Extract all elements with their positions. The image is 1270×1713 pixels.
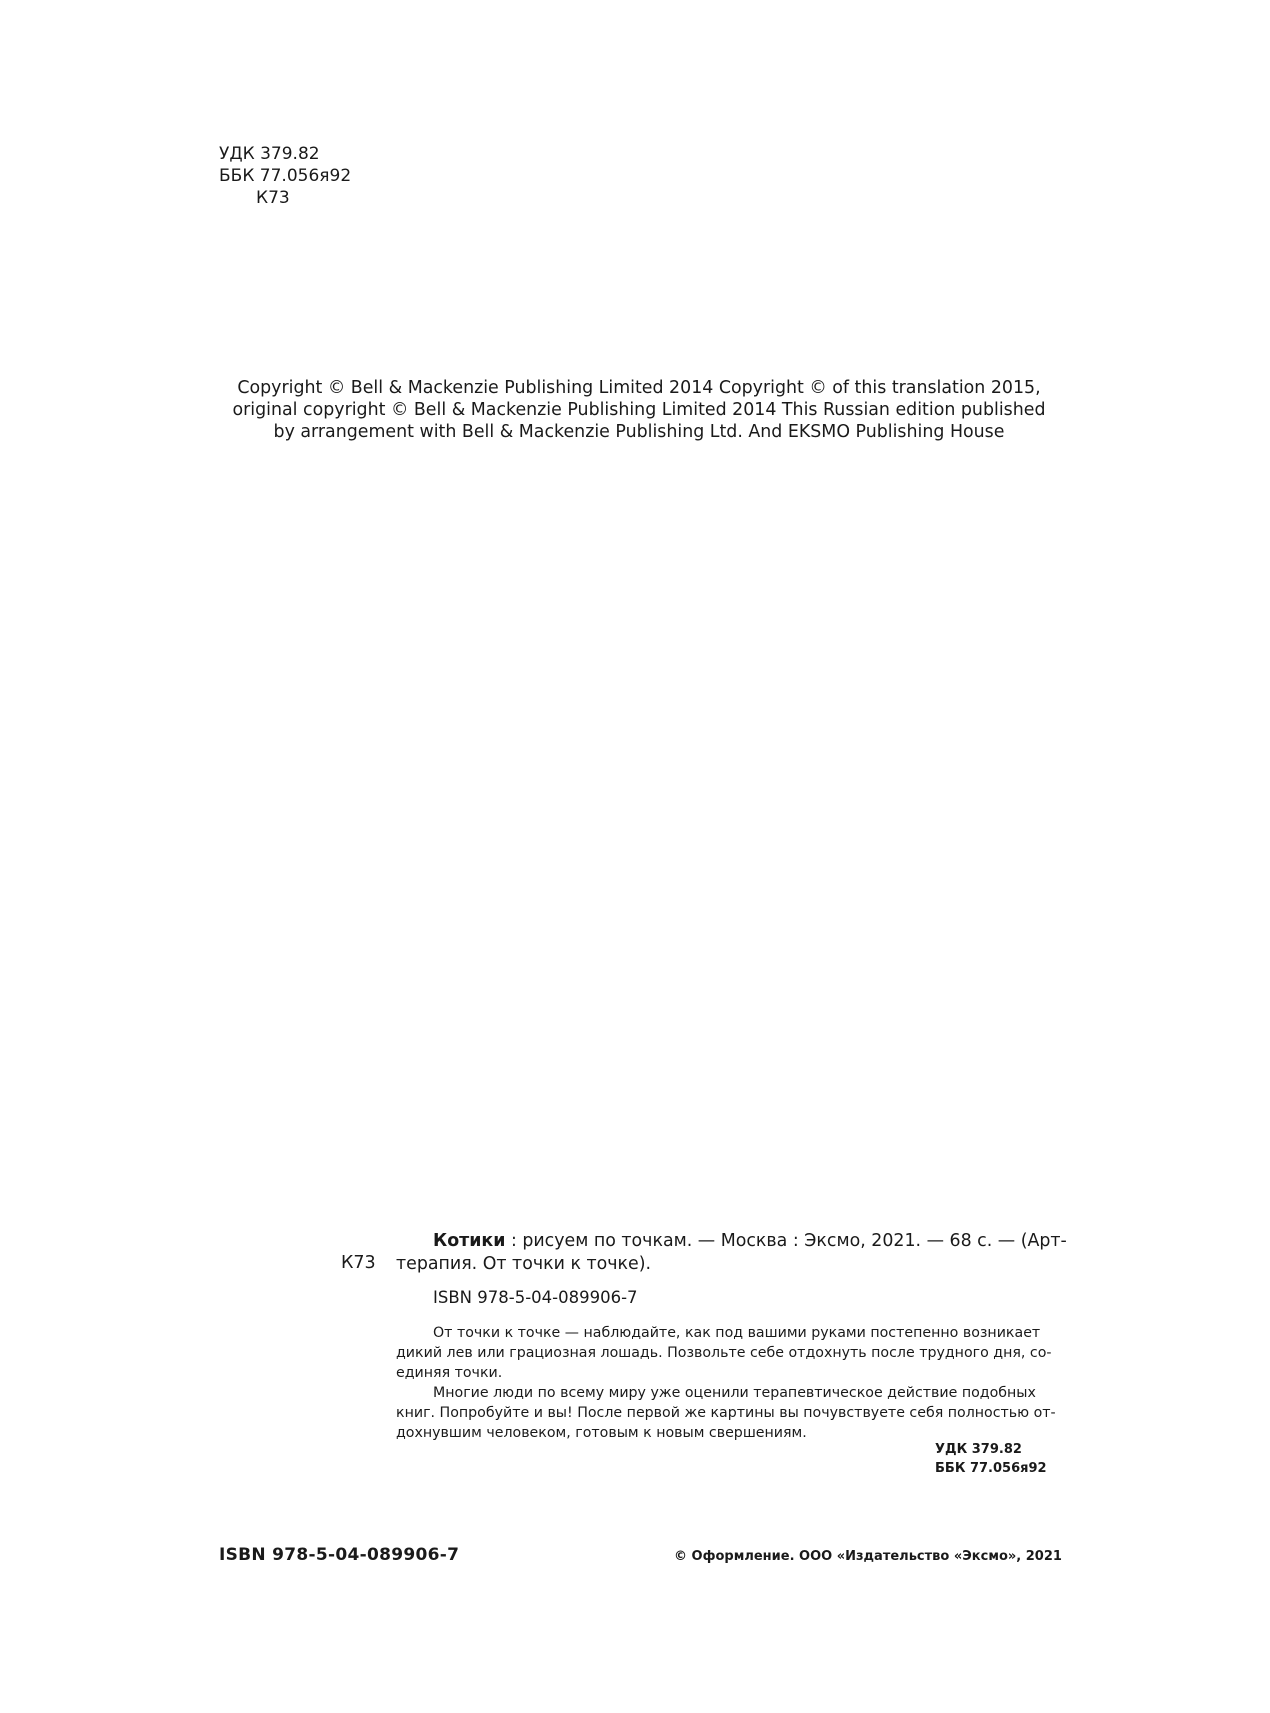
- biblio-author-mark: К73: [341, 1253, 376, 1273]
- copyright-line-2: original copyright © Bell & Mackenzie Publishing Limited 2014 This Russian edition published: [232, 400, 1046, 420]
- bottom-classification: [935, 1440, 1047, 1478]
- footer-isbn: ISBN 978-5-04-089906-7: [219, 1545, 460, 1565]
- annotation-p1-line-1: От точки к точке — наблюдайте, как под вашими руками постепенно возникает: [433, 1325, 1041, 1341]
- biblio-line-1: [396, 1230, 1067, 1253]
- design-copyright: © Оформление. ООО «Издательство «Эксмо», 2021: [674, 1549, 1062, 1564]
- copyright-line-3: by arrangement with Bell & Mackenzie Publishing Ltd. And EKSMO Publishing House: [273, 422, 1005, 442]
- annotation-p2-line-3: дохнувшим человеком, готовым к новым свершениям.: [396, 1425, 807, 1441]
- udk-code: УДК 379.82: [219, 144, 320, 164]
- annotation-p2-line-1: Многие люди по всему миру уже оценили терапевтическое действие подобных: [433, 1385, 1036, 1401]
- annotation-p1-line-2: дикий лев или грациозная лошадь. Позвольте себе отдохнуть после трудного дня, со-: [396, 1345, 1052, 1361]
- copyright-line-1: Copyright © Bell & Mackenzie Publishing Limited 2014 Copyright © of this translation 2015,: [237, 378, 1041, 398]
- bottom-udk-code: УДК 379.82: [935, 1442, 1022, 1457]
- annotation-p2-line-2: книг. Попробуйте и вы! После первой же картины вы почувствуете себя полностью от-: [396, 1405, 1056, 1421]
- annotation: [396, 1323, 1056, 1443]
- annotation-p1-line-3: единяя точки.: [396, 1365, 503, 1381]
- author-mark: К73: [256, 188, 290, 208]
- biblio-line-1-rest: : рисуем по точкам. — Москва : Эксмо, 2021. — 68 с. — (Арт-: [505, 1231, 1067, 1251]
- bbk-code: ББК 77.056я92: [219, 166, 352, 186]
- classification-block: [219, 143, 351, 209]
- biblio-line-2: терапия. От точки к точке).: [396, 1254, 652, 1274]
- bibliographic-record: [396, 1230, 1067, 1276]
- biblio-isbn: ISBN 978-5-04-089906-7: [433, 1288, 638, 1307]
- copyright-notice: [200, 377, 1078, 443]
- bottom-bbk-code: ББК 77.056я92: [935, 1461, 1047, 1476]
- book-title: Котики: [433, 1231, 506, 1251]
